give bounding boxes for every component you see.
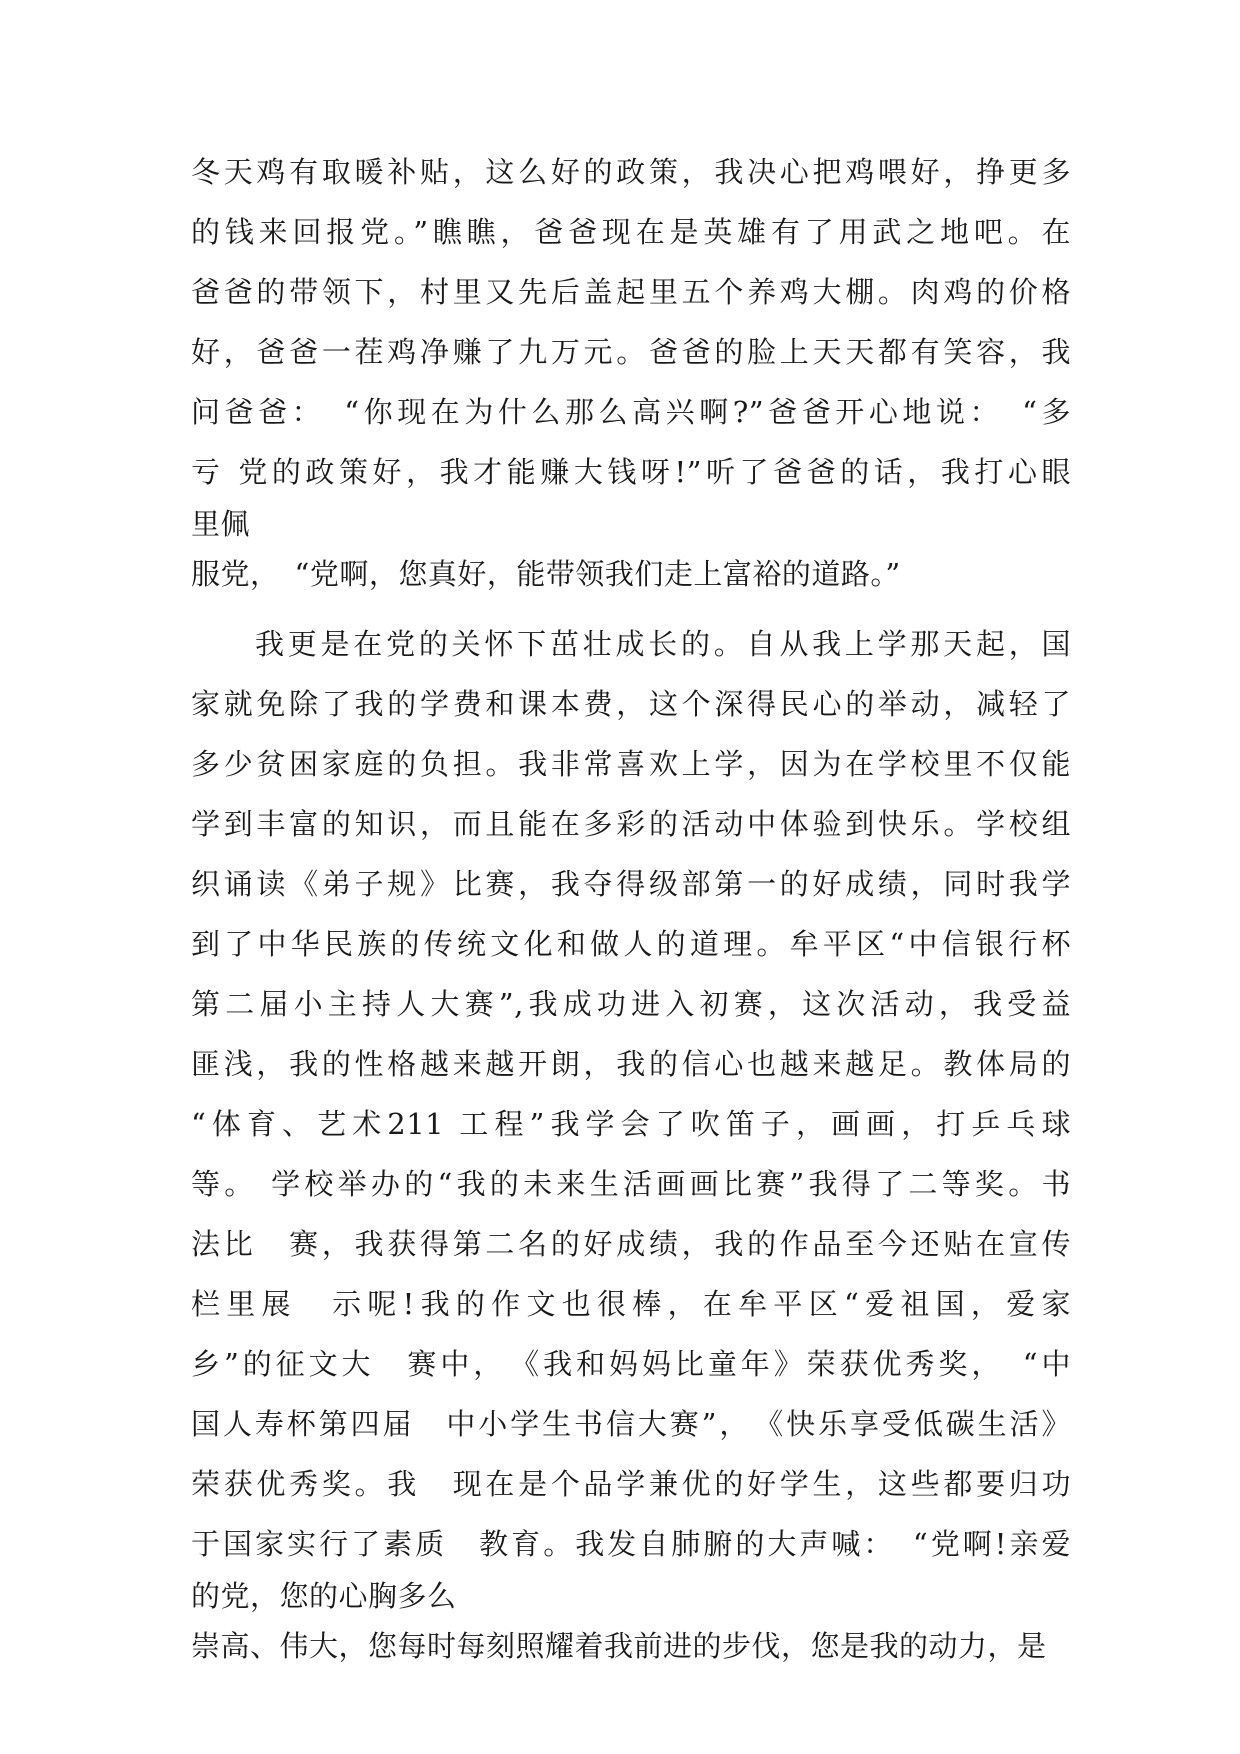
text-line: 栏里展 示呢!我的作文也很棒，在牟平区“爱祖国，爱家	[191, 1287, 1071, 1321]
text-line: 等。 学校举办的“我的未来生活画画比赛”我得了二等奖。书	[191, 1167, 1071, 1201]
text-line: 问爸爸： “你现在为什么那么高兴啊?”爸爸开心地说： “多	[191, 395, 1071, 429]
text-line: 冬天鸡有取暖补贴，这么好的政策，我决心把鸡喂好，挣更多	[191, 155, 1071, 189]
text-line: “体育、艺术211 工程”我学会了吹笛子，画画，打乒乓球	[191, 1107, 1071, 1141]
text-line: 学到丰富的知识，而且能在多彩的活动中体验到快乐。学校组	[191, 807, 1071, 841]
text-line: 服党， “党啊，您真好，能带领我们走上富裕的道路。”	[191, 557, 901, 591]
text-line: 崇高、伟大，您每时每刻照耀着我前进的步伐，您是我的动力，是	[191, 1629, 1047, 1663]
text-line: 好，爸爸一茬鸡净赚了九万元。爸爸的脸上天天都有笑容，我	[191, 335, 1071, 369]
text-line: 乡”的征文大 赛中， 《我和妈妈比童年》荣获优秀奖， “中	[191, 1347, 1071, 1381]
text-line: 国人寿杯第四届 中小学生书信大赛”， 《快乐享受低碳生活》	[191, 1407, 1071, 1441]
text-line: 家就免除了我的学费和课本费，这个深得民心的举动，减轻了	[191, 687, 1071, 721]
text-line: 亏 党的政策好，我才能赚大钱呀!”听了爸爸的话，我打心眼	[191, 455, 1071, 489]
text-line: 多少贫困家庭的负担。我非常喜欢上学，因为在学校里不仅能	[191, 747, 1071, 781]
text-line: 法比 赛，我获得第二名的好成绩，我的作品至今还贴在宣传	[191, 1227, 1071, 1261]
text-line: 匪浅，我的性格越来越开朗，我的信心也越来越足。教体局的	[191, 1047, 1071, 1081]
text-line: 第二届小主持人大赛”,我成功进入初赛，这次活动，我受益	[191, 987, 1071, 1021]
text-line: 于国家实行了素质 教育。我发自肺腑的大声喊： “党啊!亲爱	[191, 1527, 1071, 1561]
text-line: 的党，您的心胸多么	[191, 1579, 457, 1613]
text-line: 我更是在党的关怀下茁壮成长的。自从我上学那天起，国	[255, 627, 1071, 661]
text-line: 到了中华民族的传统文化和做人的道理。牟平区“中信银行杯	[191, 927, 1071, 961]
text-line: 织诵读《弟子规》比赛，我夺得级部第一的好成绩，同时我学	[191, 867, 1071, 901]
text-line: 荣获优秀奖。我 现在是个品学兼优的好学生，这些都要归功	[191, 1467, 1071, 1501]
text-line: 爸爸的带领下，村里又先后盖起里五个养鸡大棚。肉鸡的价格	[191, 275, 1071, 309]
text-line: 的钱来回报党。”瞧瞧，爸爸现在是英雄有了用武之地吧。在	[191, 215, 1071, 249]
text-line: 里佩	[191, 507, 251, 541]
